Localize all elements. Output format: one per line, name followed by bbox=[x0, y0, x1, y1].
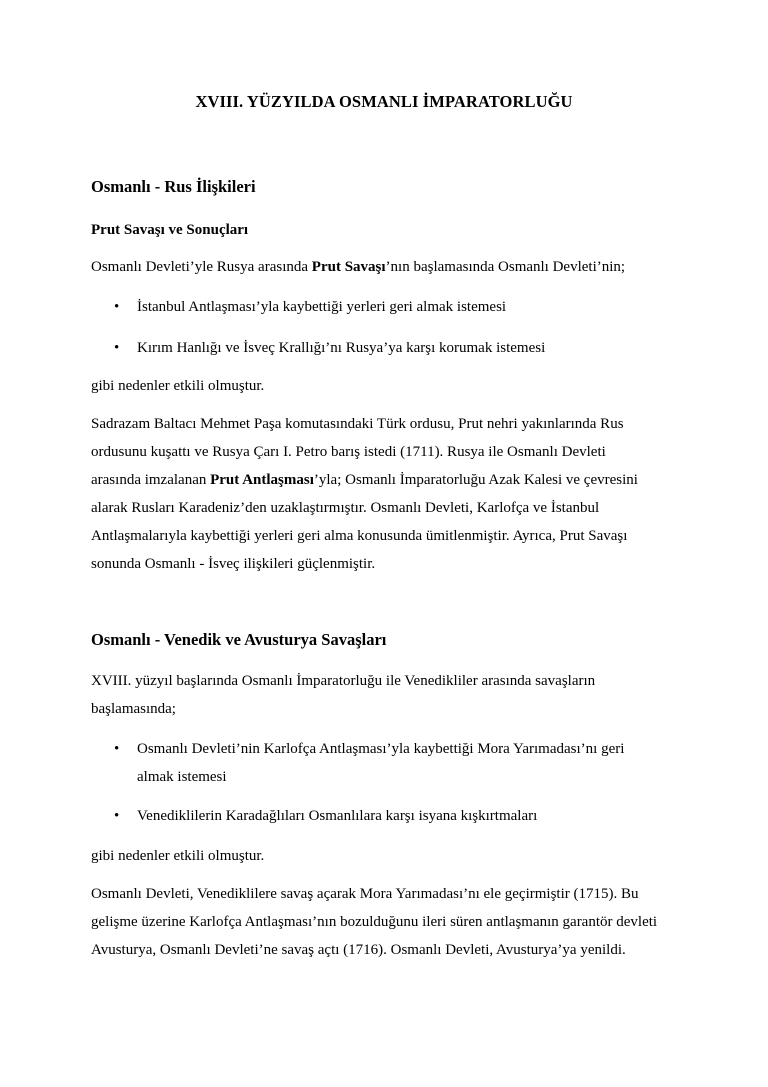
bullet-marker: • bbox=[114, 299, 120, 315]
list-item: Osmanlı Devleti’nin Karlofça Antlaşması’yla kaybettiği Mora Yarımadası’nı geri bbox=[137, 741, 625, 757]
bullet-marker: • bbox=[114, 741, 120, 757]
page-title: XVIII. YÜZYILDA OSMANLI İMPARATORLUĞU bbox=[195, 92, 573, 111]
list-item: Kırım Hanlığı ve İsveç Krallığı’nı Rusya’ya karşı korumak istemesi bbox=[137, 340, 546, 356]
paragraph-line: XVIII. yüzyıl başlarında Osmanlı İmparatorluğu ile Venedikliler arasında savaşların bbox=[91, 673, 596, 689]
list-item: İstanbul Antlaşması’yla kaybettiği yerleri geri almak istemesi bbox=[137, 299, 507, 315]
paragraph-text-bold: Prut Antlaşması bbox=[210, 472, 314, 488]
paragraph-line: Avusturya, Osmanlı Devleti’ne savaş açtı (1716). Osmanlı Devleti, Avusturya’ya yenildi. bbox=[91, 942, 626, 958]
list-item: Venediklilerin Karadağlıları Osmanlılara karşı isyana kışkırtmaları bbox=[137, 808, 538, 824]
conclusion-text: gibi nedenler etkili olmuştur. bbox=[91, 378, 265, 394]
paragraph-text-before: arasında imzalanan bbox=[91, 472, 211, 488]
paragraph-line bbox=[91, 472, 638, 489]
paragraph-line: gelişme üzerine Karlofça Antlaşması’nın bozulduğunu ileri süren antlaşmanın garantör devleti bbox=[91, 914, 658, 930]
intro-text-after: ’nın başlamasında Osmanlı Devleti’nin; bbox=[385, 259, 626, 275]
paragraph-line: başlamasında; bbox=[91, 701, 176, 717]
list-item-continuation: almak istemesi bbox=[137, 769, 227, 785]
paragraph-line: Sadrazam Baltacı Mehmet Paşa komutasındaki Türk ordusu, Prut nehri yakınlarında Rus bbox=[91, 416, 624, 432]
intro-text-bold: Prut Savaşı bbox=[311, 259, 386, 275]
paragraph-text-after: ’yla; Osmanlı İmparatorluğu Azak Kalesi ve çevresini bbox=[313, 472, 638, 488]
paragraph-line: alarak Rusları Karadeniz’den uzaklaştırmıştır. Osmanlı Devleti, Karlofça ve İstanbul bbox=[91, 500, 600, 516]
subheading-prut: Prut Savaşı ve Sonuçları bbox=[91, 222, 249, 238]
conclusion-text: gibi nedenler etkili olmuştur. bbox=[91, 848, 265, 864]
intro-paragraph bbox=[91, 259, 625, 276]
bullet-marker: • bbox=[114, 808, 120, 824]
paragraph-line: sonunda Osmanlı - İsveç ilişkileri güçlenmiştir. bbox=[91, 556, 376, 572]
section-heading-rus: Osmanlı - Rus İlişkileri bbox=[91, 177, 256, 196]
paragraph-line: Osmanlı Devleti, Venediklilere savaş açarak Mora Yarımadası’nı ele geçirmiştir (1715). Bu bbox=[91, 886, 639, 902]
section-heading-venedik: Osmanlı - Venedik ve Avusturya Savaşları bbox=[91, 630, 387, 649]
paragraph-line: Antlaşmalarıyla kaybettiği yerleri geri alma konusunda ümitlenmiştir. Ayrıca, Prut Savaşı bbox=[91, 528, 628, 544]
bullet-marker: • bbox=[114, 340, 120, 356]
intro-text-before: Osmanlı Devleti’yle Rusya arasında bbox=[91, 259, 312, 275]
paragraph-line: ordusunu kuşattı ve Rusya Çarı I. Petro barış istedi (1711). Rusya ile Osmanlı Devleti bbox=[91, 444, 606, 460]
